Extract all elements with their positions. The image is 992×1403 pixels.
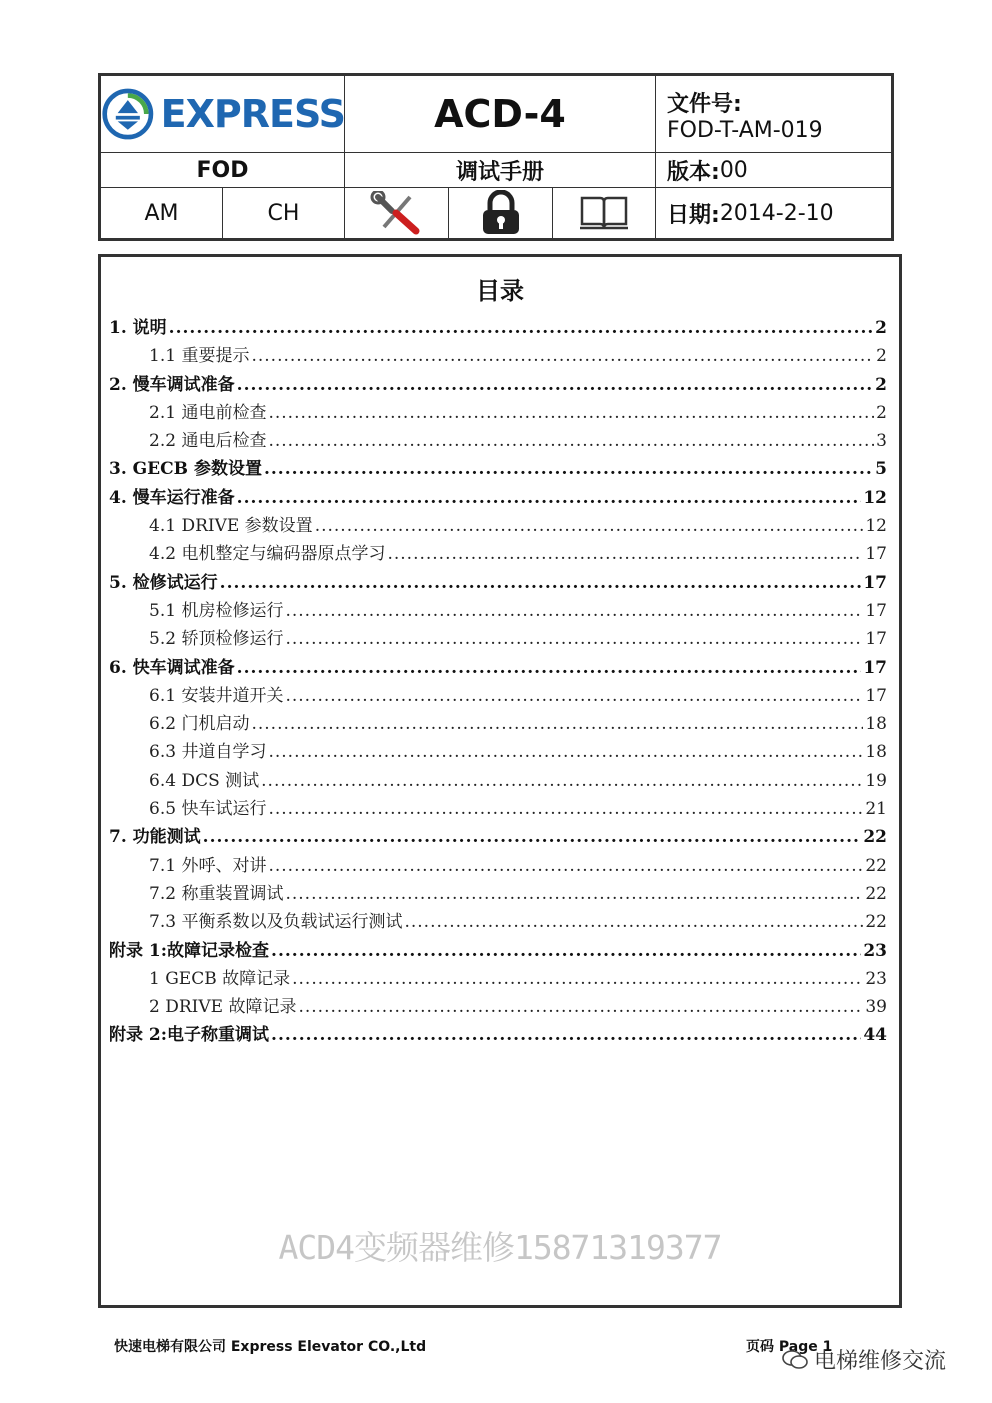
footer-page: 页码 Page 1 xyxy=(746,1339,833,1355)
toc-entry-page: 2 xyxy=(875,374,887,395)
toc-entry-title: 6.1 安装井道开关 xyxy=(149,685,284,706)
content-frame xyxy=(98,254,902,1308)
toc-entry-title: 7. 功能测试 xyxy=(109,827,201,848)
toc-entry-title: 4. 慢车运行准备 xyxy=(109,487,235,508)
toc-entry-page: 22 xyxy=(863,827,887,848)
chat-bubble-icon xyxy=(782,1349,808,1371)
toc-entry[interactable] xyxy=(109,822,887,850)
toc-entry[interactable] xyxy=(109,454,887,482)
toc-entry-title: 3. GECB 参数设置 xyxy=(109,459,262,480)
toc-entry-page: 22 xyxy=(865,883,887,904)
toc-entry-page: 18 xyxy=(865,714,887,735)
toc-entry-page: 23 xyxy=(865,968,887,989)
file-number-label: 文件号: xyxy=(667,92,742,117)
table-of-contents xyxy=(109,313,887,1049)
toc-entry-title: 1. 说明 xyxy=(109,318,167,338)
toc-leader-dots xyxy=(268,799,863,819)
toc-entry-title: 附录 1:故障记录检查 xyxy=(109,940,270,961)
toc-entry-title: 7.2 称重装置调试 xyxy=(149,883,284,904)
toc-entry-title: 6. 快车调试准备 xyxy=(109,657,235,678)
date-cell xyxy=(667,188,891,238)
document-title: ACD-4 xyxy=(434,92,566,136)
toc-entry-page: 17 xyxy=(865,685,887,706)
wrench-screwdriver-icon xyxy=(370,191,424,235)
toc-entry-title: 4.2 电机整定与编码器原点学习 xyxy=(149,544,386,565)
toc-entry-page: 12 xyxy=(863,487,887,508)
toc-leader-dots xyxy=(203,827,862,847)
manual-name-cell: 调试手册 xyxy=(455,159,544,185)
toc-leader-dots xyxy=(220,573,862,593)
toc-leader-dots xyxy=(387,544,863,564)
toc-entry[interactable] xyxy=(109,483,887,511)
toc-entry[interactable] xyxy=(109,398,887,426)
toc-entry-page: 3 xyxy=(876,431,887,452)
toc-entry-title: 2. 慢车调试准备 xyxy=(109,374,235,395)
toc-entry-title: 2 DRIVE 故障记录 xyxy=(149,997,297,1018)
lang-am-cell: AM xyxy=(144,200,179,226)
divider xyxy=(655,76,656,238)
toc-entry-title: 6.2 门机启动 xyxy=(149,714,250,735)
toc-entry-title: 5.1 机房检修运行 xyxy=(149,600,284,621)
toc-leader-dots xyxy=(285,884,863,904)
toc-entry-page: 44 xyxy=(863,1025,887,1046)
toc-leader-dots xyxy=(315,516,864,536)
toc-entry[interactable] xyxy=(109,511,887,539)
toc-entry-title: 4.1 DRIVE 参数设置 xyxy=(149,516,313,537)
toc-entry-title: 6.5 快车试运行 xyxy=(149,799,267,820)
department-cell: FOD xyxy=(196,157,249,183)
express-logo-icon xyxy=(101,85,155,143)
date-value: 2014-2-10 xyxy=(719,200,834,226)
toc-leader-dots xyxy=(237,488,862,508)
toc-entry[interactable] xyxy=(109,370,887,398)
toc-entry-page: 17 xyxy=(865,629,887,650)
toc-entry[interactable] xyxy=(109,426,887,454)
toc-entry-page: 19 xyxy=(865,770,887,791)
file-number-value: FOD-T-AM-019 xyxy=(667,118,823,143)
toc-entry[interactable] xyxy=(109,737,887,765)
toc-entry-page: 39 xyxy=(865,997,887,1018)
toc-entry-title: 6.4 DCS 测试 xyxy=(149,770,260,791)
lock-cell xyxy=(449,188,552,238)
toc-entry[interactable] xyxy=(109,681,887,709)
padlock-icon xyxy=(479,190,523,236)
toc-leader-dots xyxy=(285,601,863,621)
toc-leader-dots xyxy=(404,912,863,932)
brand-label xyxy=(782,1344,946,1375)
toc-entry-page: 2 xyxy=(876,346,887,367)
version-label: 版本: xyxy=(667,159,720,185)
toc-entry-title: 附录 2:电子称重调试 xyxy=(109,1025,270,1046)
brand-text: 电梯维修交流 xyxy=(814,1349,947,1374)
toc-leader-dots xyxy=(268,431,874,451)
version-value: 00 xyxy=(719,157,748,183)
logo-text: EXPRESS xyxy=(160,92,345,136)
toc-leader-dots xyxy=(271,1025,861,1045)
document-header-table xyxy=(98,73,894,241)
toc-entry-title: 7.3 平衡系数以及负载试运行测试 xyxy=(149,912,403,933)
toc-entry[interactable] xyxy=(109,851,887,879)
toc-entry-page: 22 xyxy=(865,912,887,933)
toc-leader-dots xyxy=(268,403,874,423)
toc-leader-dots xyxy=(169,318,873,338)
toc-entry[interactable] xyxy=(109,313,887,341)
toc-entry-page: 17 xyxy=(863,572,887,593)
toc-entry-page: 2 xyxy=(876,402,887,423)
toc-entry-page: 17 xyxy=(865,544,887,565)
toc-leader-dots xyxy=(271,941,861,961)
toc-entry-page: 5 xyxy=(875,459,887,480)
watermark: ACD4变频器维修15871319377 xyxy=(278,1228,722,1267)
toc-entry[interactable] xyxy=(109,624,887,652)
toc-entry-title: 5. 检修试运行 xyxy=(109,572,218,593)
lang-ch-cell: CH xyxy=(267,200,300,226)
toc-entry-page: 22 xyxy=(865,855,887,876)
toc-entry-title: 1.1 重要提示 xyxy=(149,346,250,367)
toc-entry-page: 12 xyxy=(865,516,887,537)
toc-leader-dots xyxy=(251,346,874,366)
toc-leader-dots xyxy=(268,856,863,876)
footer-company: 快速电梯有限公司 Express Elevator CO.,Ltd xyxy=(114,1339,427,1355)
tools-cell xyxy=(345,188,448,238)
toc-leader-dots xyxy=(237,375,873,395)
toc-entry-title: 7.1 外呼、对讲 xyxy=(149,855,267,876)
file-number-cell xyxy=(667,82,891,148)
toc-leader-dots xyxy=(251,714,863,734)
toc-leader-dots xyxy=(285,629,863,649)
book-cell xyxy=(553,188,655,238)
toc-entry[interactable] xyxy=(109,766,887,794)
toc-entry[interactable] xyxy=(109,539,887,567)
toc-entry-title: 2.2 通电后检查 xyxy=(149,431,267,452)
toc-leader-dots xyxy=(285,686,863,706)
toc-entry[interactable] xyxy=(109,596,887,624)
toc-entry-title: 1 GECB 故障记录 xyxy=(149,968,291,989)
toc-entry-page: 17 xyxy=(863,657,887,678)
toc-leader-dots xyxy=(292,969,863,989)
toc-entry[interactable] xyxy=(109,653,887,681)
toc-entry[interactable] xyxy=(109,568,887,596)
toc-entry-page: 17 xyxy=(865,600,887,621)
toc-entry[interactable] xyxy=(109,936,887,964)
toc-leader-dots xyxy=(237,658,862,678)
toc-entry-page: 23 xyxy=(863,940,887,961)
toc-entry[interactable] xyxy=(109,879,887,907)
toc-entry-page: 21 xyxy=(865,799,887,820)
toc-entry[interactable] xyxy=(109,964,887,992)
toc-leader-dots xyxy=(268,742,863,762)
toc-title: 目录 xyxy=(476,277,524,305)
open-book-icon xyxy=(578,194,630,232)
toc-entry-page: 18 xyxy=(865,742,887,763)
toc-entry[interactable] xyxy=(109,794,887,822)
toc-leader-dots xyxy=(261,771,863,791)
date-label: 日期: xyxy=(667,202,720,228)
toc-leader-dots xyxy=(298,997,863,1017)
toc-entry[interactable] xyxy=(109,341,887,369)
company-logo xyxy=(101,76,345,152)
toc-entry-title: 2.1 通电前检查 xyxy=(149,402,267,423)
toc-entry-title: 6.3 井道自学习 xyxy=(149,742,267,763)
toc-entry[interactable] xyxy=(109,1020,887,1048)
toc-leader-dots xyxy=(264,459,873,479)
toc-entry[interactable] xyxy=(109,709,887,737)
toc-entry[interactable] xyxy=(109,992,887,1020)
version-cell xyxy=(667,153,891,187)
toc-entry-page: 2 xyxy=(875,318,887,338)
toc-entry-title: 5.2 轿顶检修运行 xyxy=(149,629,284,650)
toc-entry[interactable] xyxy=(109,907,887,935)
